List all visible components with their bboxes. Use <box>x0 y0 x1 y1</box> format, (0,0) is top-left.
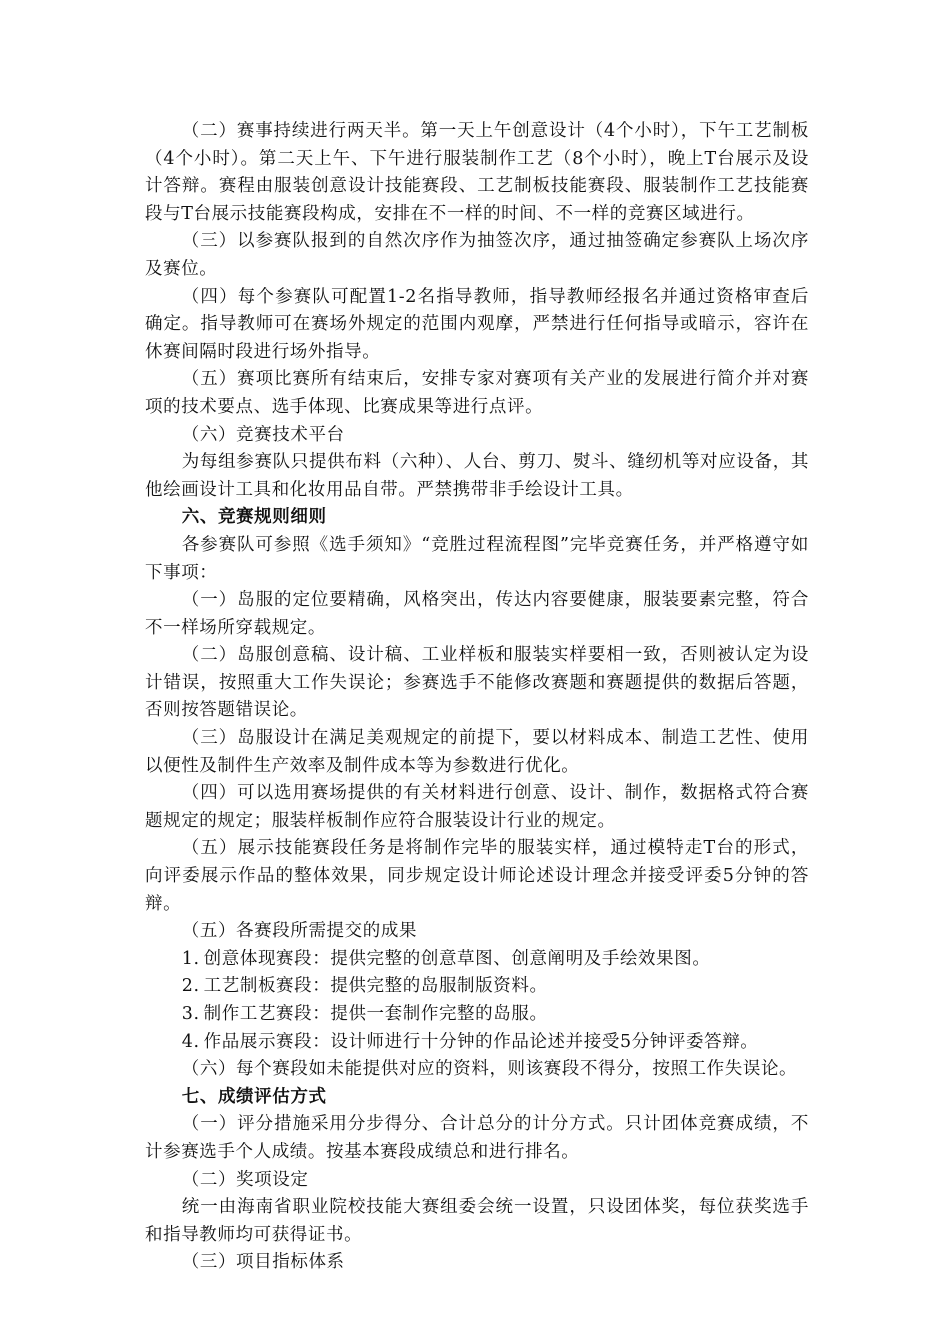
list-item <box>145 1029 809 1057</box>
section-heading-6: 六、竞赛规则细则 <box>181 507 327 528</box>
list-item <box>145 973 809 1001</box>
paragraph: （三）项目指标体系 <box>181 1252 345 1273</box>
paragraph: （六）竞赛技术平台 <box>181 424 345 445</box>
paragraph: （三）岛服设计在满足美观规定的前提下，要以材料成本、制造工艺性、使用以便性及制件生产效率及制件成本等为参数进行优化。 <box>145 728 809 776</box>
list-number: 4. <box>181 1031 200 1052</box>
section-heading-7: 七、成绩评估方式 <box>181 1086 327 1107</box>
document-page <box>145 118 809 1277</box>
paragraph: 各参赛队可参照《选手须知》“竞胜过程流程图”完毕竞赛任务，并严格遵守如下事项： <box>145 534 809 583</box>
paragraph: （四）每个参赛队可配置1-2名指导教师，指导教师经报名并通过资格审查后确定。指导教师可在赛场外规定的范围内观摩，严禁进行任何指导或暗示，容许在休赛间隔时段进行场外指导。 <box>145 286 809 362</box>
paragraph: （一）评分措施采用分步得分、合计总分的计分方式。只计团体竞赛成绩，不计参赛选手个人成绩。按基本赛段成绩总和进行排名。 <box>145 1114 809 1162</box>
list-text: 作品展示赛段：设计师进行十分钟的作品论述并接受5分钟评委答辩。 <box>203 1031 759 1052</box>
list-text: 制作工艺赛段：提供一套制作完整的岛服。 <box>203 1004 548 1024</box>
paragraph: （四）可以选用赛场提供的有关材料进行创意、设计、制作，数据格式符合赛题规定的规定；服装样板制作应符合服装设计行业的规定。 <box>145 783 809 831</box>
list-number: 1. <box>181 948 200 969</box>
paragraph: （二）岛服创意稿、设计稿、工业样板和服装实样要相一致，否则被认定为设计错误，按照重大工作失误论；参赛选手不能修改赛题和赛题提供的数据后答题，否则按答题错误论。 <box>145 645 809 721</box>
paragraph: （三）以参赛队报到的自然次序作为抽签次序，通过抽签确定参赛队上场次序及赛位。 <box>145 231 809 279</box>
paragraph: （五）赛项比赛所有结束后，安排专家对赛项有关产业的发展进行简介并对赛项的技术要点、选手体现、比赛成果等进行点评。 <box>145 369 809 417</box>
list-item <box>145 946 809 974</box>
paragraph: （二）奖项设定 <box>181 1169 309 1190</box>
list-number: 2. <box>181 976 200 997</box>
list-text: 创意体现赛段：提供完整的创意草图、创意阐明及手绘效果图。 <box>203 948 711 969</box>
list-number: 3. <box>181 1004 200 1024</box>
list-text: 工艺制板赛段：提供完整的岛服制版资料。 <box>203 976 548 997</box>
paragraph: （五）各赛段所需提交的成果 <box>181 921 418 942</box>
paragraph: （一）岛服的定位要精确，风格突出，传达内容要健康，服装要素完整，符合不一样场所穿载规定。 <box>145 590 809 638</box>
list-item <box>145 1001 809 1029</box>
paragraph: 为每组参赛队只提供布料（六种）、人台、剪刀、熨斗、缝纫机等对应设备，其他绘画设计工具和化妆用品自带。严禁携带非手绘设计工具。 <box>145 452 809 500</box>
paragraph: （六）每个赛段如未能提供对应的资料，则该赛段不得分，按照工作失误论。 <box>181 1059 798 1080</box>
paragraph: （二）赛事持续进行两天半。第一天上午创意设计（4个小时），下午工艺制板（4个小时）。第二天上午、下午进行服装制作工艺（8个小时），晚上T台展示及设计答辩。赛程由服装创意设计技能赛段、工艺制板技能赛段、服装制作工艺技能赛段与T台展示技能赛段构成，安排在不一样的时间、不一样的竞赛区域进行。 <box>145 121 809 224</box>
paragraph: 统一由海南省职业院校技能大赛组委会统一设置，只设团体奖，每位获奖选手和指导教师均可获得证书。 <box>145 1197 809 1245</box>
paragraph: （五）展示技能赛段任务是将制作完毕的服装实样，通过模特走T台的形式，向评委展示作品的整体效果，同步规定设计师论述设计理念并接受评委5分钟的答辩。 <box>145 838 809 914</box>
